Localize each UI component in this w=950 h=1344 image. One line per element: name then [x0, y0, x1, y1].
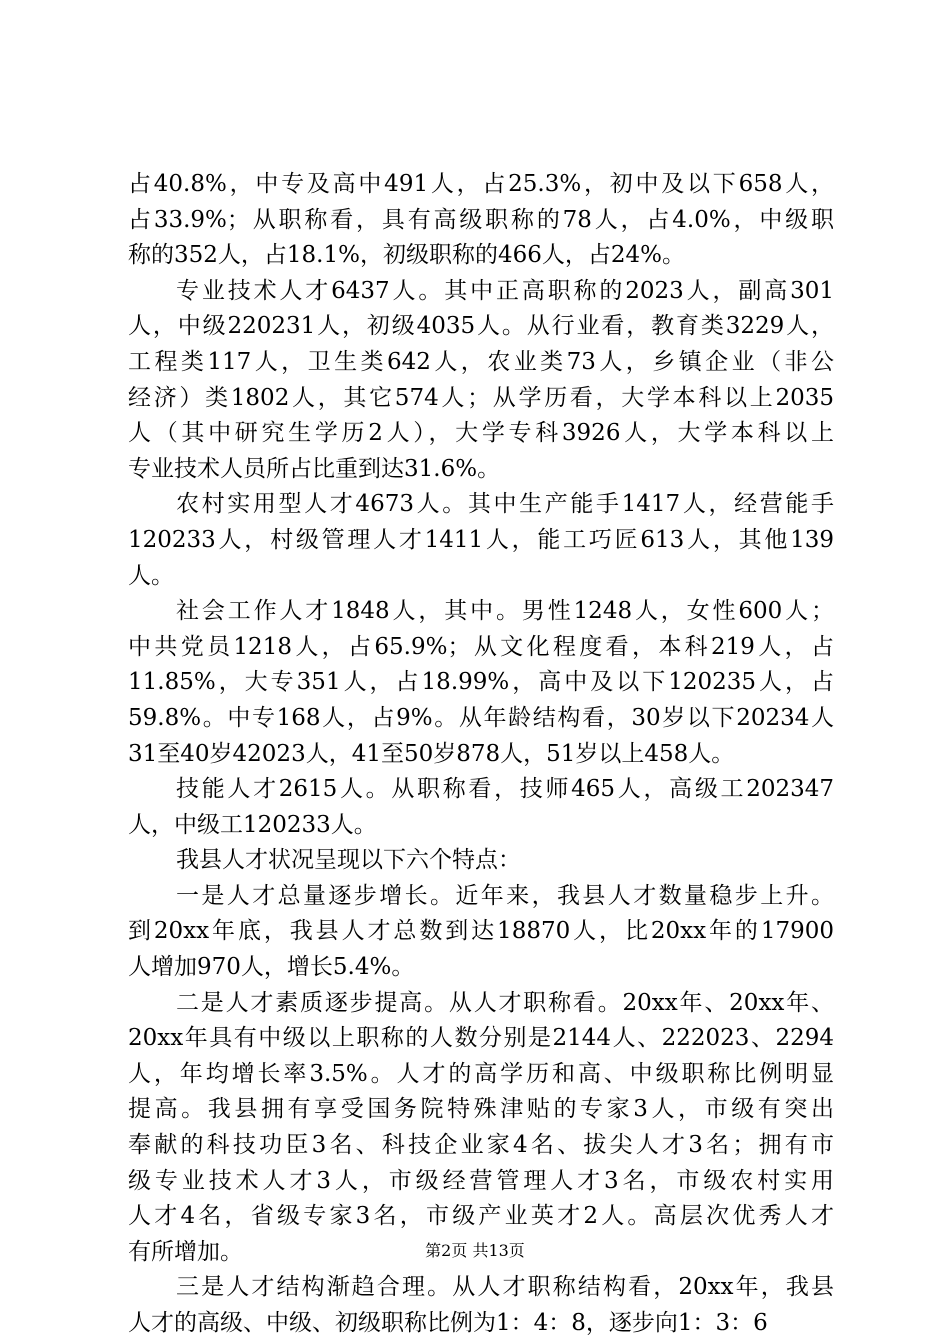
paragraph	[128, 274, 834, 488]
text-line: 人。	[128, 562, 174, 589]
text-line: 人，中级220231人，初级4035人。从行业看，教育类3229人，	[128, 313, 834, 340]
text-line: 人，年均增长率3.5%。人才的高学历和高、中级职称比例明显	[128, 1060, 834, 1087]
paragraph	[128, 986, 834, 1271]
page-footer: 第2页 共13页	[425, 1241, 525, 1260]
text-line: 经济）类1802人，其它574人；从学历看，大学本科以上2035	[128, 384, 834, 411]
text-line: 人才的高级、中级、初级职称比例为1：4：8，逐步向1：3：6	[128, 1310, 768, 1336]
text-line: 专业技术人才6437人。其中正高职称的2023人，副高301	[176, 277, 834, 304]
text-line: 人，中级工120233人。	[128, 811, 377, 838]
text-line: 提高。我县拥有享受国务院特殊津贴的专家3人，市级有突出	[128, 1096, 834, 1123]
text-line: 人才4名，省级专家3名，市级产业英才2人。高层次优秀人才	[128, 1203, 834, 1230]
text-line: 我县人才状况呈现以下六个特点：	[176, 847, 521, 874]
text-line: 到20xx年底，我县人才总数到达18870人，比20xx年的17900	[128, 918, 834, 945]
text-line: 二是人才素质逐步提高。从人才职称看。20xx年、20xx年、	[176, 989, 834, 1016]
paragraph	[128, 843, 834, 879]
text-line: 有所增加。	[128, 1238, 243, 1265]
text-line: 人（其中研究生学历2人），大学专科3926人，大学本科以上	[128, 420, 834, 447]
paragraph	[128, 487, 834, 594]
text-line: 农村实用型人才4673人。其中生产能手1417人，经营能手	[176, 491, 834, 518]
text-line: 奉献的科技功臣3名、科技企业家4名、拔尖人才3名；拥有市	[128, 1132, 834, 1159]
text-line: 工程类117人，卫生类642人，农业类73人，乡镇企业（非公	[128, 348, 834, 375]
text-line: 三是人才结构渐趋合理。从人才职称结构看，20xx年，我县	[176, 1274, 834, 1301]
text-line: 11.85%，大专351人，占18.99%，高中及以下120235人，占	[128, 669, 834, 696]
text-line: 59.8%。中专168人，占9%。从年龄结构看，30岁以下20234人	[128, 704, 834, 731]
paragraph	[128, 167, 834, 274]
text-line: 占40.8%，中专及高中491人，占25.3%，初中及以下658人，	[128, 171, 834, 197]
text-line: 称的352人，占18.1%，初级职称的466人，占24%。	[128, 242, 685, 269]
text-line: 人增加970人，增长5.4%。	[128, 954, 415, 981]
text-line: 社会工作人才1848人，其中。男性1248人，女性600人；	[176, 598, 834, 625]
text-line: 20xx年具有中级以上职称的人数分别是2144人、222023、2294	[128, 1025, 834, 1052]
text-line: 一是人才总量逐步增长。近年来，我县人才数量稳步上升。	[176, 882, 834, 909]
text-line: 中共党员1218人，占65.9%；从文化程度看，本科219人，占	[128, 633, 834, 660]
text-line: 技能人才2615人。从职称看，技师465人，高级工202347	[176, 776, 834, 803]
text-line: 31至40岁42023人，41至50岁878人，51岁以上458人。	[128, 740, 735, 767]
paragraph	[128, 772, 834, 843]
text-line: 占33.9%；从职称看，具有高级职称的78人，占4.0%，中级职	[128, 206, 834, 233]
paragraph	[128, 594, 834, 772]
document-body	[128, 167, 834, 1342]
text-line: 120233人，村级管理人才1411人，能工巧匠613人，其他139	[128, 526, 834, 553]
paragraph	[128, 1270, 834, 1341]
text-line: 专业技术人员所占比重到达31.6%。	[128, 455, 501, 482]
paragraph	[128, 879, 834, 986]
text-line: 级专业技术人才3人，市级经营管理人才3名，市级农村实用	[128, 1167, 834, 1194]
